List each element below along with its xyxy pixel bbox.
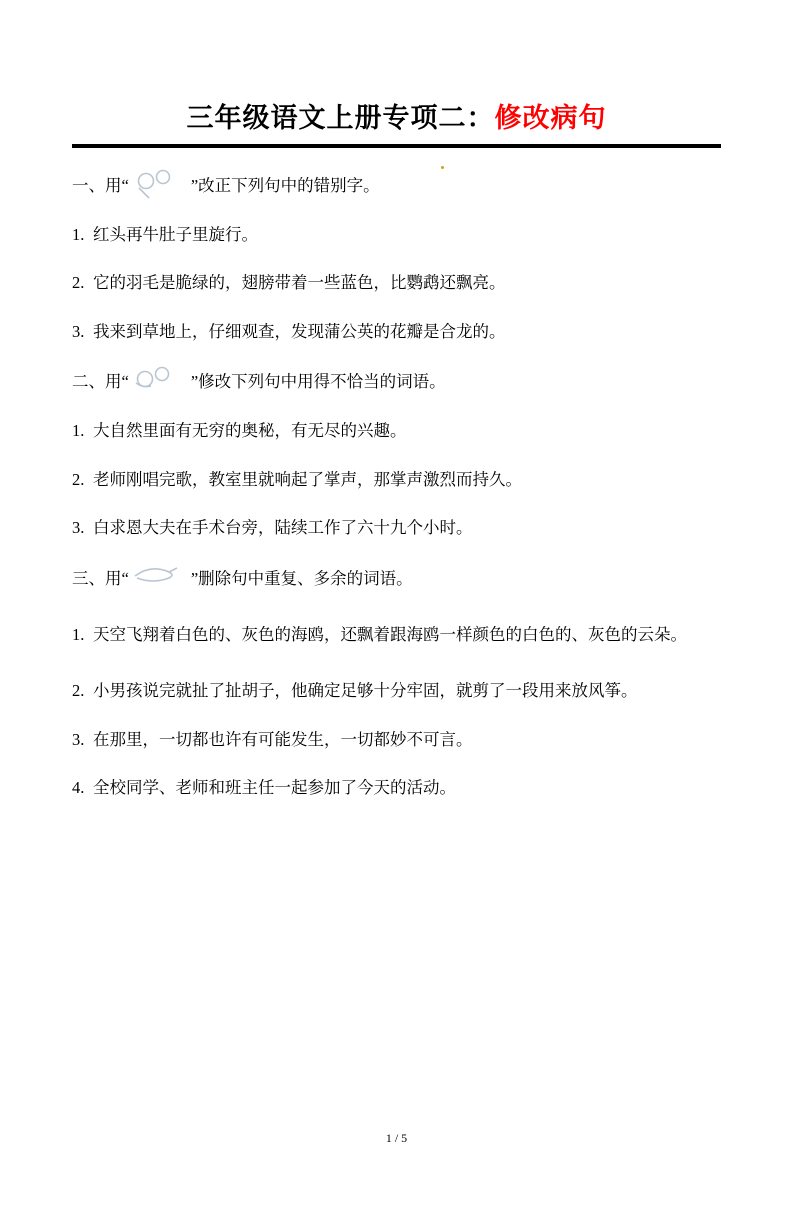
document-page: [0, 96, 793, 1218]
question-number: 2.: [72, 273, 85, 293]
question-item: [72, 270, 721, 296]
section-2-label-before: 二、用“: [72, 372, 129, 392]
question-item: [72, 727, 721, 753]
question-text: 大自然里面有无穷的奥秘，有无尽的兴趣。: [93, 421, 407, 441]
question-item: [72, 615, 721, 655]
question-text: 全校同学、老师和班主任一起参加了今天的活动。: [93, 778, 456, 798]
delete-mark-icon: [129, 571, 191, 589]
section-heading-3: [72, 567, 721, 592]
page-number-footer: 1 / 5: [385, 1131, 408, 1145]
title-divider: [72, 144, 721, 148]
question-item: [72, 678, 721, 704]
section-1-label-before: 一、用“: [72, 176, 129, 195]
question-number: 1.: [72, 224, 85, 244]
question-text: 红头再牛肚子里旋行。: [93, 224, 258, 244]
stray-dot-mark: [441, 166, 444, 169]
question-item: [72, 467, 721, 493]
question-number: 2.: [72, 469, 85, 489]
question-number: 4.: [72, 778, 85, 798]
question-text: 老师刚唱完歌，教室里就响起了掌声，那掌声激烈而持久。: [93, 469, 522, 489]
question-text: 小男孩说完就扯了扯胡子，他确定足够十分牢固，就剪了一段用来放风筝。: [93, 681, 638, 701]
section-1-label-after: ”改正下列句中的错别字。: [190, 176, 380, 195]
question-text: 天空飞翔着白色的、灰色的海鸥，还飘着跟海鸥一样颜色的白色的、灰色的云朵。: [93, 624, 687, 644]
section-3-label-before: 三、用“: [72, 568, 129, 588]
question-item: [72, 222, 721, 248]
question-text: 它的羽毛是脆绿的，翅膀带着一些蓝色，比鹦鹉还飘亮。: [93, 273, 506, 293]
question-item: [72, 515, 721, 541]
section-heading-2: [72, 370, 721, 395]
section-heading-1: [72, 174, 721, 199]
question-item: [72, 319, 721, 345]
question-number: 1.: [72, 624, 85, 644]
question-item: [72, 418, 721, 444]
question-text: 在那里，一切都也许有可能发生，一切都妙不可言。: [93, 729, 473, 749]
question-text: 我来到草地上，仔细观查，发现蒲公英的花瓣是合龙的。: [93, 321, 506, 341]
section-3-label-after: ”删除句中重复、多余的词语。: [190, 568, 413, 588]
question-number: 1.: [72, 421, 85, 441]
replace-mark-icon: [129, 375, 191, 393]
question-item: [72, 775, 721, 801]
question-number: 3.: [72, 518, 85, 538]
correction-mark-icon: [129, 178, 191, 196]
section-2-label-after: ”修改下列句中用得不恰当的词语。: [190, 372, 446, 392]
question-number: 3.: [72, 321, 85, 341]
question-text: 白求恩大夫在手术台旁，陆续工作了六十九个小时。: [93, 518, 473, 538]
page-title-main: 三年级语文上册专项二：: [186, 103, 495, 133]
page-title-accent: 修改病句: [494, 103, 607, 133]
page-title: [72, 96, 721, 135]
question-number: 2.: [72, 681, 85, 701]
question-number: 3.: [72, 729, 85, 749]
